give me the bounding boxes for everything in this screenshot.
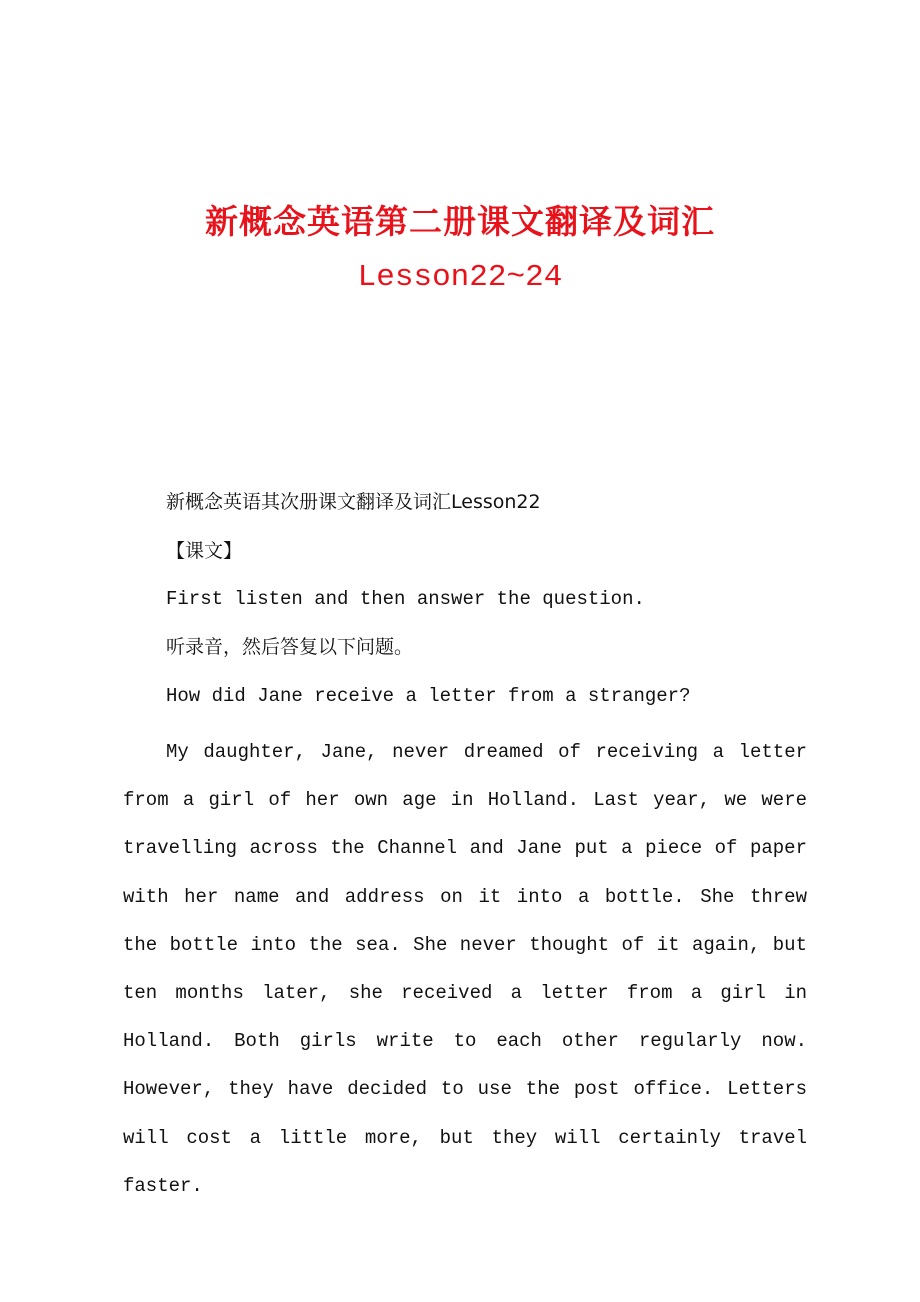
- instruction-english: First listen and then answer the question.: [166, 588, 645, 610]
- lesson-question: How did Jane receive a letter from a stranger?: [166, 685, 691, 707]
- lesson-subtitle: 新概念英语其次册课文翻译及词汇Lesson22: [166, 491, 541, 513]
- section-label: 【课文】: [166, 540, 243, 562]
- instruction-chinese: 听录音，然后答复以下问题。: [166, 636, 414, 658]
- document-title: 新概念英语第二册课文翻译及词汇: [205, 202, 715, 241]
- document-title-lesson-range: Lesson22~24: [357, 260, 563, 295]
- lesson-passage: My daughter, Jane, never dreamed of receiving a letter from a girl of her own age in Holland. Last year, we were travelling across the Channel and Jane put a piece of paper with her name and address on it into a bottle. She threw the bottle into the sea. She never thought of it again, but ten months later, she received a letter from a girl in Holland. Both girls write to each other regularly now. However, they have decided to use the post office. Letters will cost a little more, but they will certainly travel faster.: [123, 741, 807, 1197]
